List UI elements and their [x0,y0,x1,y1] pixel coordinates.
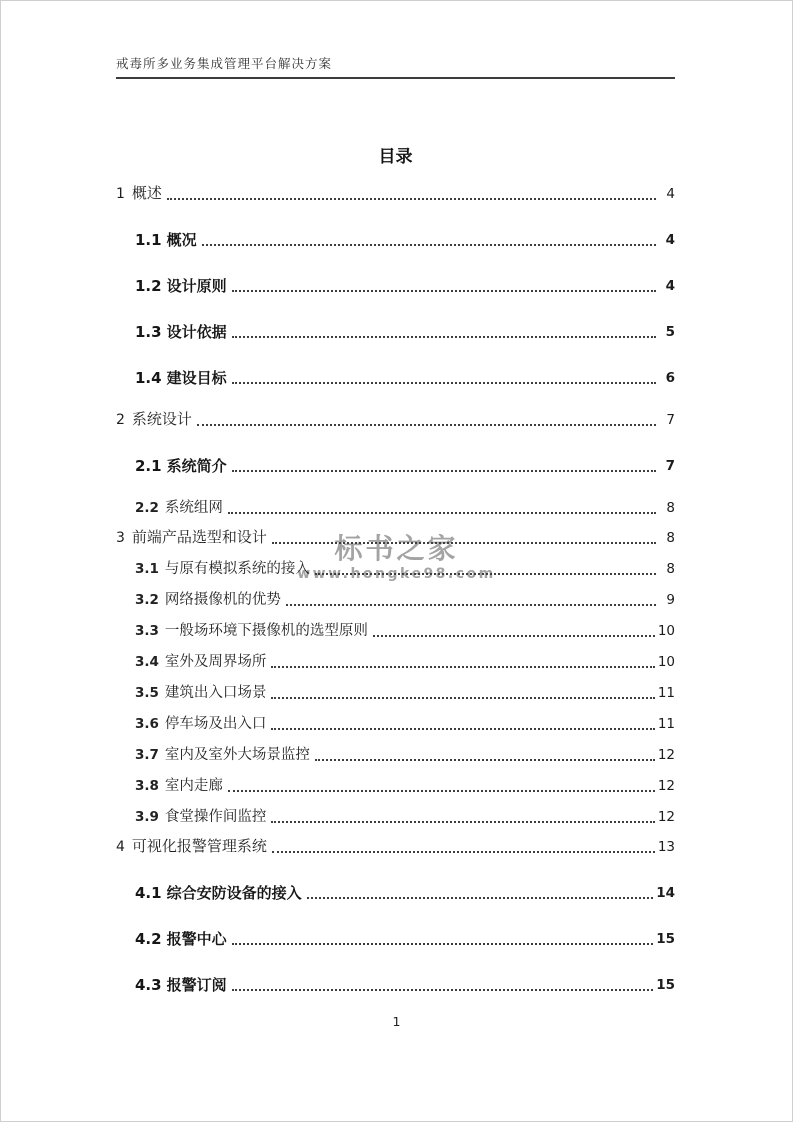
toc-entry-3-7[interactable] [116,745,675,765]
dot-leader [232,470,656,472]
toc-entry-page: 12 [657,809,675,825]
dot-leader [271,821,654,823]
toc-entry-1-3[interactable] [116,322,675,342]
dot-leader [232,943,654,945]
toc-entry-2-2[interactable] [116,498,675,518]
toc-entry-page: 4 [666,186,675,202]
toc-entry-page: 10 [657,654,675,670]
toc-entry-title: 前端产品选型和设计 [131,530,267,546]
toc-entry-title: 设计依据 [166,323,227,341]
toc-entry-number: 2.1 [135,457,162,475]
dot-leader [272,542,656,544]
dot-leader [232,989,654,991]
toc-entry-title: 与原有模拟系统的接入 [164,561,310,577]
toc-entry-number: 3.8 [135,778,159,794]
dot-leader [232,382,656,384]
toc-content [116,148,675,995]
toc-entry-3-3[interactable] [116,621,675,641]
toc-entry-number: 3.2 [135,592,159,608]
toc-entry-number: 1.1 [135,231,162,249]
toc-entry-page: 15 [656,931,675,947]
toc-entry-4-3[interactable] [116,975,675,995]
toc-entry-3-4[interactable] [116,652,675,672]
toc-entry-number: 1.4 [135,369,162,387]
dot-leader [373,635,655,637]
toc-entry-page: 8 [666,500,675,516]
toc-entry-title: 室内走廊 [164,778,223,794]
dot-leader [271,728,654,730]
toc-entry-page: 7 [665,458,675,474]
toc-entry-page: 5 [665,324,675,340]
watermark-url: www.hongke98.com [297,566,496,582]
toc-title: 目录 [378,147,413,167]
toc-entry-3-8[interactable] [116,776,675,796]
dot-leader [271,666,654,668]
watermark-title: 标书之家 [334,532,459,565]
toc-entry-number: 2.2 [135,500,159,516]
page-number: 1 [392,1014,401,1029]
toc-entry-page: 11 [657,685,675,701]
dot-leader [228,512,656,514]
dot-leader [232,290,656,292]
dot-leader [202,244,656,246]
toc-entry-title: 系统设计 [131,412,192,428]
toc-entry-page: 9 [666,592,675,608]
toc-entry-1-2[interactable] [116,276,675,296]
toc-entry-page: 12 [657,747,675,763]
dot-leader [232,336,656,338]
toc-entry-1-1[interactable] [116,230,675,250]
dot-leader [197,424,656,426]
toc-entry-page: 8 [666,530,675,546]
toc-entry-title: 建筑出入口场景 [164,685,267,701]
toc-entry-title: 概况 [166,231,197,249]
toc-entry-3-2[interactable] [116,590,675,610]
toc-entry-number: 3.4 [135,654,159,670]
toc-entry-number: 4 [116,839,125,855]
dot-leader [286,604,656,606]
toc-entry-number: 1.2 [135,277,162,295]
toc-entry-1-4[interactable] [116,368,675,388]
dot-leader [272,851,655,853]
dot-leader [315,759,655,761]
toc-entry-title: 建设目标 [166,369,227,387]
toc-entry-3-6[interactable] [116,714,675,734]
toc-entry-page: 11 [657,716,675,732]
header-title: 戒毒所多业务集成管理平台解决方案 [116,57,333,71]
toc-entry-number: 3.1 [135,561,159,577]
toc-entry-page: 14 [656,885,675,901]
toc-entry-3-9[interactable] [116,807,675,827]
toc-entry-number: 3.6 [135,716,159,732]
toc-entry-title: 报警中心 [166,930,227,948]
toc-entry-page: 15 [656,977,675,993]
toc-entry-title: 一般场环境下摄像机的选型原则 [164,623,368,639]
dot-leader [167,198,656,200]
toc-entry-number: 4.3 [135,976,162,994]
toc-entry-title: 设计原则 [166,277,227,295]
toc-entry-number: 4.1 [135,884,162,902]
toc-entry-2-1[interactable] [116,456,675,476]
toc-entry-title: 食堂操作间监控 [164,809,267,825]
toc-entry-title: 室内及室外大场景监控 [164,747,310,763]
toc-entry-number: 4.2 [135,930,162,948]
toc-entry-number: 1.3 [135,323,162,341]
toc-entry-page: 13 [657,839,675,855]
toc-entry-number: 3.9 [135,809,159,825]
dot-leader [271,697,654,699]
toc-entry-page: 6 [665,370,675,386]
toc-entry-number: 3.3 [135,623,159,639]
toc-entry-page: 4 [665,278,675,294]
toc-entry-title: 室外及周界场所 [164,654,267,670]
toc-entry-4[interactable] [116,837,675,857]
toc-entry-title: 网络摄像机的优势 [164,592,281,608]
toc-entry-title: 停车场及出入口 [164,716,267,732]
dot-leader [315,573,656,575]
page-footer [1,1013,792,1031]
toc-entry-title: 综合安防设备的接入 [166,884,302,902]
toc-entry-4-1[interactable] [116,883,675,903]
toc-entry-page: 10 [657,623,675,639]
dot-leader [307,897,654,899]
toc-entry-number: 1 [116,186,125,202]
toc-entry-2[interactable] [116,410,675,430]
toc-list [116,184,675,995]
toc-entry-3[interactable] [116,528,675,548]
toc-entry-1[interactable] [116,184,675,204]
toc-entry-page: 8 [666,561,675,577]
toc-entry-3-1[interactable] [116,559,675,579]
toc-entry-title: 报警订阅 [166,976,227,994]
toc-entry-number: 3.5 [135,685,159,701]
page-header [116,54,675,79]
toc-entry-page: 7 [666,412,675,428]
toc-entry-title: 可视化报警管理系统 [131,839,267,855]
toc-entry-page: 12 [657,778,675,794]
toc-entry-page: 4 [665,232,675,248]
toc-entry-4-2[interactable] [116,929,675,949]
toc-entry-number: 3.7 [135,747,159,763]
toc-entry-title: 概述 [131,186,162,202]
toc-entry-number: 2 [116,412,125,428]
toc-entry-title: 系统简介 [166,457,227,475]
toc-entry-number: 3 [116,530,125,546]
toc-entry-title: 系统组网 [164,500,223,516]
dot-leader [228,790,655,792]
toc-entry-3-5[interactable] [116,683,675,703]
